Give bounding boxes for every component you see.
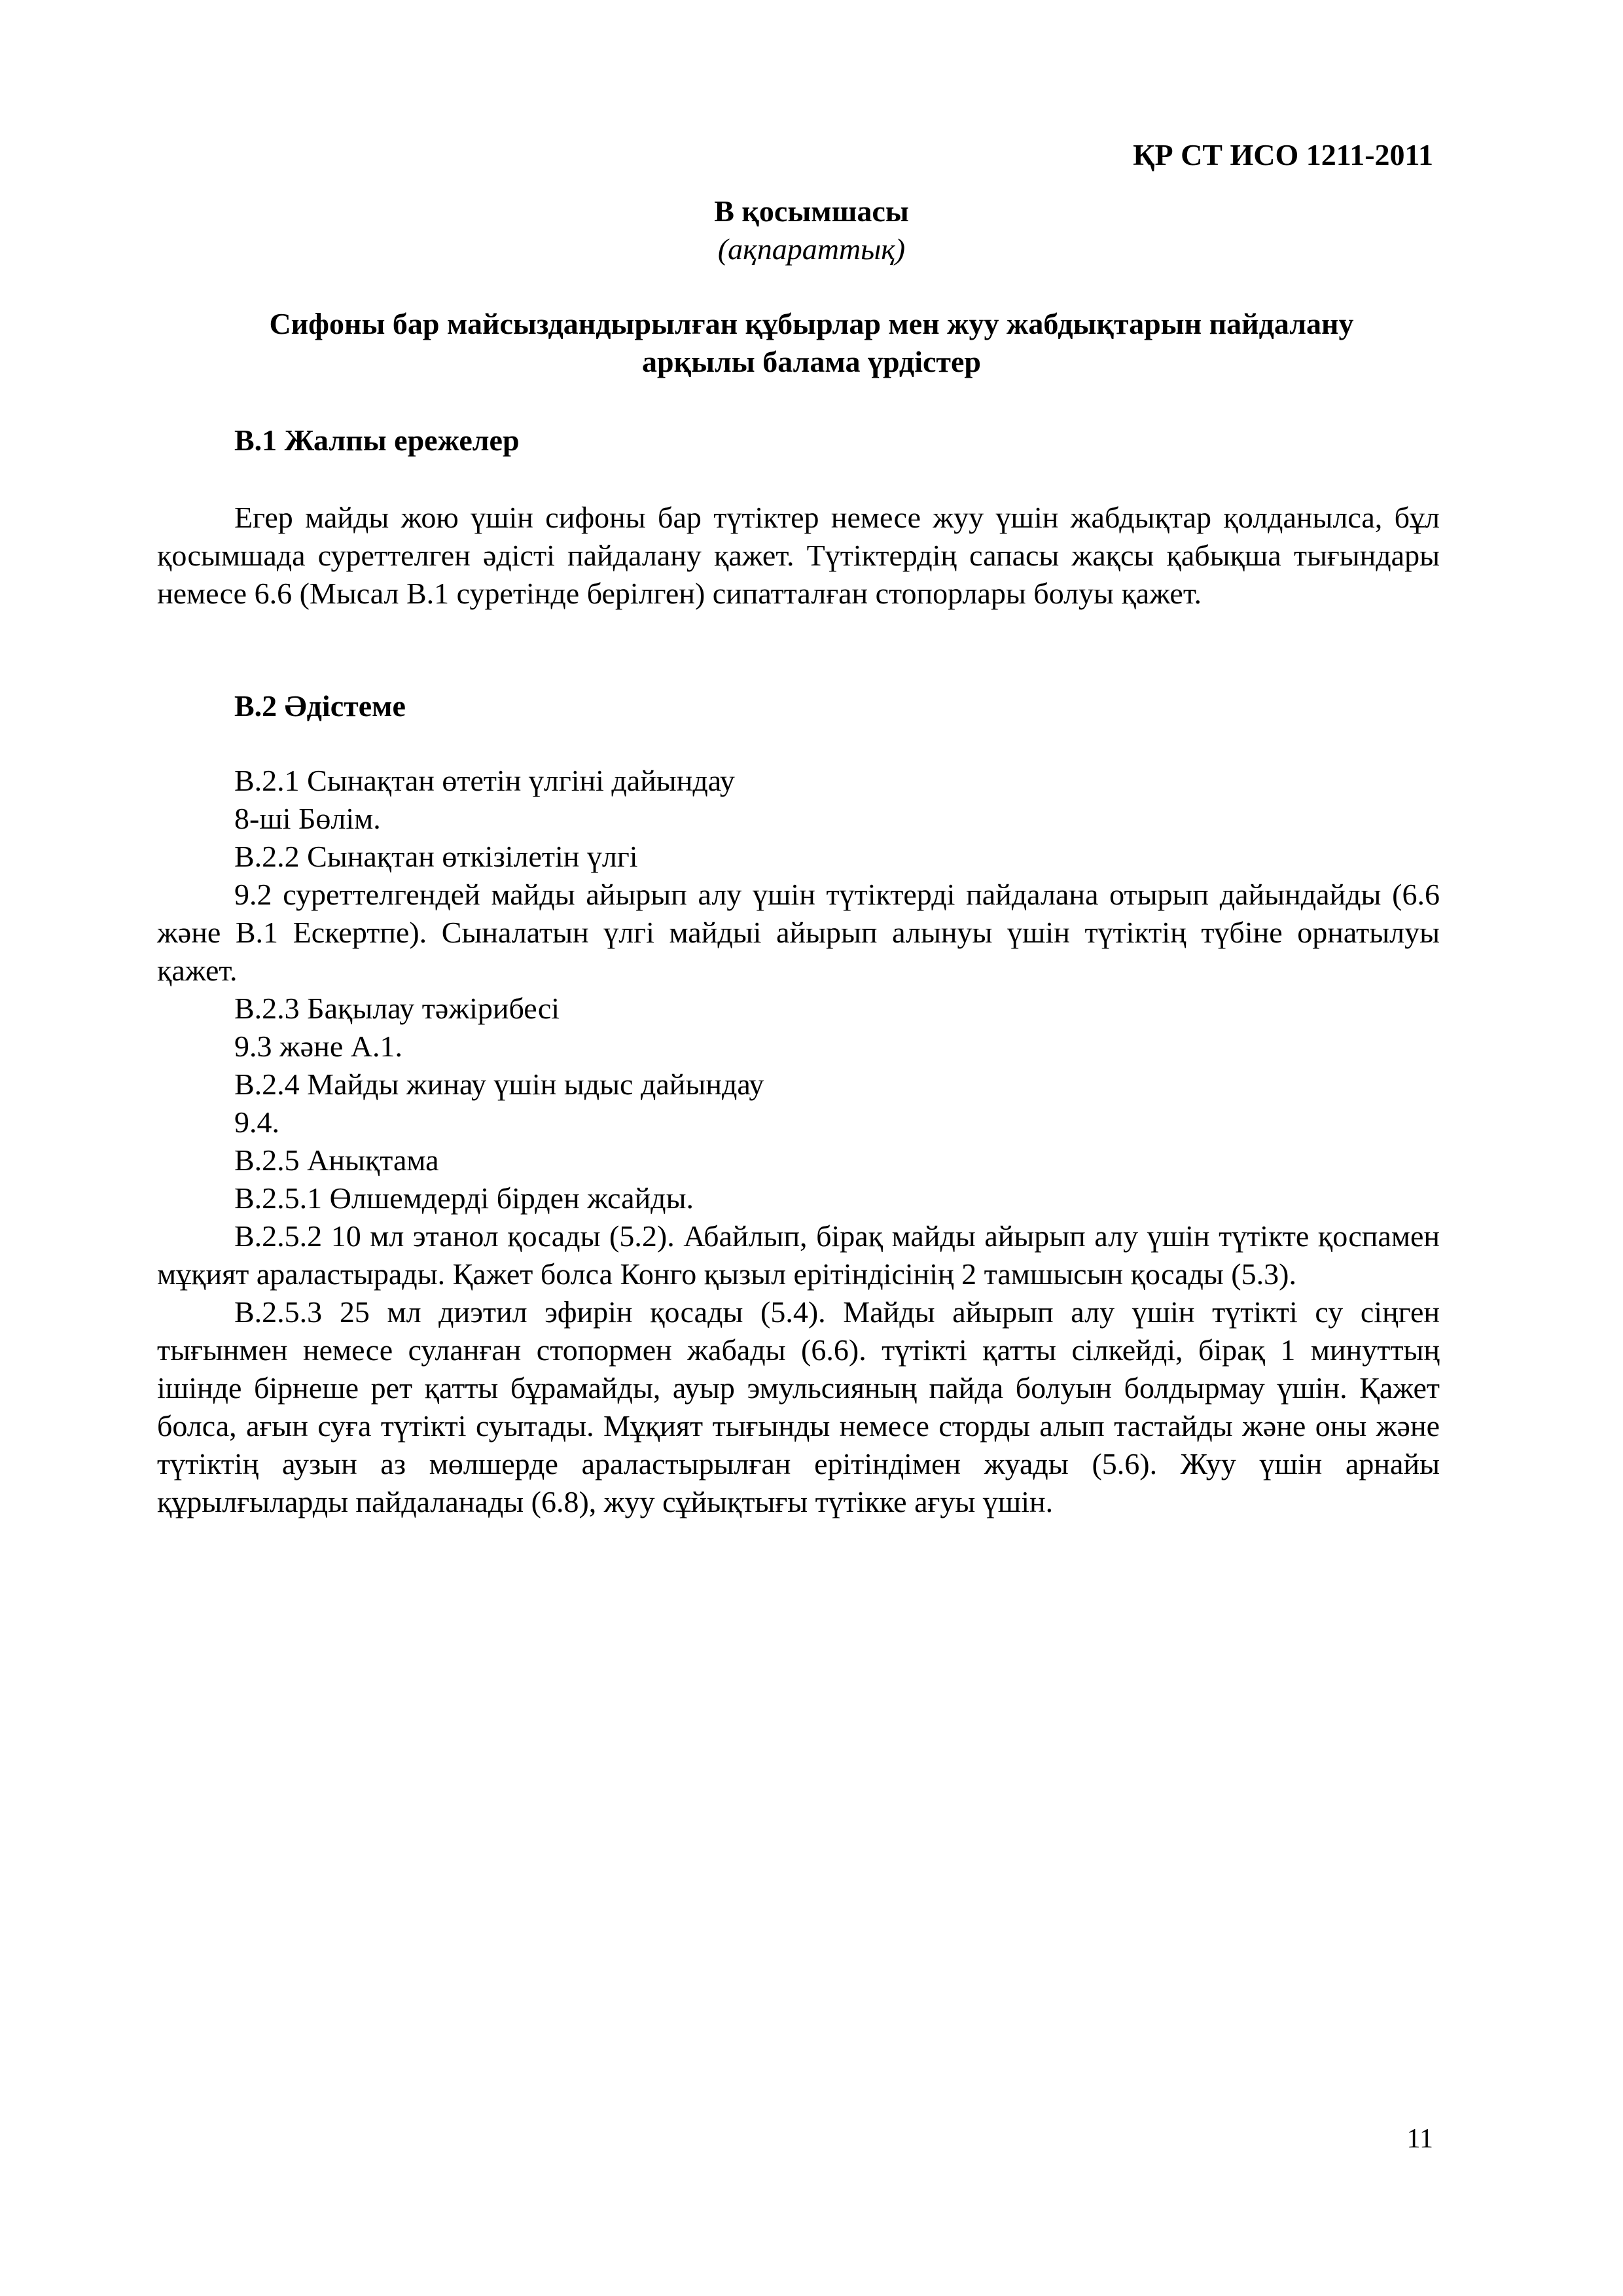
main-title-line-2: арқылы балама үрдістер	[642, 345, 981, 378]
paragraph-b23-text: 9.3 және А.1.	[234, 1030, 402, 1063]
paragraph-b21-heading: В.2.1 Сынақтан өтетін үлгіні дайындау	[234, 764, 735, 797]
paragraph-b22-text: 9.2 суреттелгендей майды айырып алу үшін түтіктерді пайдалана отырып дайындайды (6.6 және В.1 Ескертпе). Сыналатын үлгі майдыі айырып алынуы үшін түтіктің түбіне орнатылуы қажет.	[157, 878, 1440, 987]
paragraph-b23-heading: В.2.3 Бақылау тәжірибесі	[234, 992, 560, 1025]
section-b1-body	[157, 499, 1440, 613]
paragraph-b22-heading: В.2.2 Сынақтан өткізілетін үлгі	[234, 840, 638, 873]
section-heading-b2: В.2 Әдістеме	[234, 689, 406, 723]
main-title-line-1: Сифоны бар майсыздандырылған құбырлар мен жуу жабдықтарын пайдалану	[269, 307, 1354, 340]
paragraph-b252: В.2.5.2 10 мл этанол қосады (5.2). Абайлып, бірақ майды айырып алу үшін түтікте қоспамен мұқият араластырады. Қажет болса Конго қызыл ерітіндісінің 2 тамшысын қосады (5.3).	[157, 1219, 1440, 1291]
section-heading-b1: В.1 Жалпы ережелер	[234, 423, 520, 457]
annex-title: В қосымшасы	[714, 194, 909, 228]
section-b1-paragraph: Егер майды жою үшін сифоны бар түтіктер немесе жуу үшін жабдықтар қолданылса, бұл қосымшада суреттелген әдісті пайдалану қажет. Түтіктердің сапасы жақсы қабықша тығындары немесе 6.6 (Мысал В.1 суретінде берілген) сипатталған стопорлары болуы қажет.	[157, 501, 1440, 610]
paragraph-b24-heading: В.2.4 Майды жинау үшін ыдыс дайындау	[234, 1067, 764, 1101]
page-number: 11	[1406, 2124, 1433, 2154]
annex-type: (ақпараттық)	[717, 232, 906, 266]
standard-code: ҚР СТ ИСО 1211-2011	[1133, 138, 1433, 171]
main-title	[164, 305, 1459, 381]
paragraph-b25-heading: В.2.5 Анықтама	[234, 1143, 439, 1177]
paragraph-b24-text: 9.4.	[234, 1105, 279, 1139]
paragraph-b251: В.2.5.1 Өлшемдерді бірден жсайды.	[234, 1181, 694, 1215]
section-b2-body	[157, 762, 1440, 1521]
paragraph-b21-text: 8-ші Бөлім.	[234, 802, 381, 835]
paragraph-b253: В.2.5.3 25 мл диэтил эфирін қосады (5.4). Майды айырып алу үшін түтікті су сіңген тығынмен немесе суланған стопормен жабады (6.6). түтікті қатты сілкейді, бірақ 1 минуттың ішінде бірнеше рет қатты бұрамайды, ауыр эмульсияның пайда болуын болдырмау үшін. Қажет болса, ағын суға түтікті суытады. Мұқият тығынды немесе сторды алып тастайды және оны және түтіктің аузын аз мөлшерде араластырылған ерітіндімен жуады (5.6). Жуу үшін арнайы құрылғыларды пайдаланады (6.8), жуу сұйықтығы түтікке ағуы үшін.	[157, 1295, 1440, 1518]
